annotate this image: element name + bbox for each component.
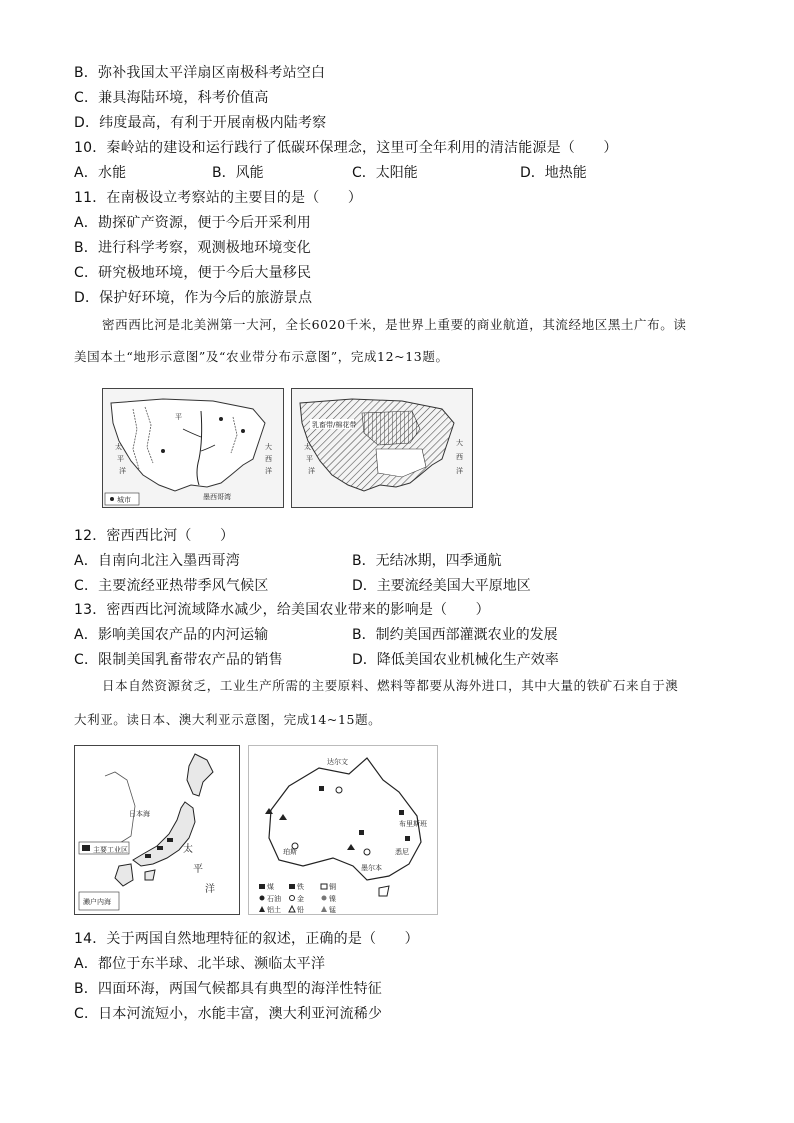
aus-label-brisbane: 布里斯班 [399,820,427,828]
passage-japan-line2: 大利亚。读日本、澳大利亚示意图，完成14~15题。 [74,712,382,727]
q11-option-b: B．进行科学考察，观测极地环境变化 [74,240,312,256]
usa-left-label-plain: 平 [175,413,182,421]
q11-option-a: A．勘探矿产资源，便于今后开采利用 [74,215,311,231]
aus-legend-2: 铁 [297,883,304,891]
aus-legend-3: 铜 [329,883,336,891]
q12-stem: 12．密西西比河（ ） [74,528,235,544]
usa-left-label-atlantic-3: 洋 [265,467,272,475]
japan-legend-industrial: 主要工业区 [93,846,128,854]
q11-option-d: D．保护好环境，作为今后的旅游景点 [74,290,313,306]
q13-option-b: B．制约美国西部灌溉农业的发展 [352,627,558,643]
usa-left-label-pacific-1: 太 [115,443,122,451]
q10-option-a: A．水能 [74,165,127,181]
aus-label-darwin: 达尔文 [327,758,348,766]
q13-option-a: A．影响美国农产品的内河运输 [74,627,269,643]
aus-legend-5: 金 [297,895,304,903]
japan-label-ping: 平 [193,864,203,875]
q10-option-c: C．太阳能 [352,165,418,181]
aus-legend-9: 锰 [329,906,336,914]
usa-right-label-atlantic-1: 大 [456,439,463,447]
japan-map [74,745,240,915]
aus-label-melbourne: 墨尔本 [361,864,382,872]
q14-option-b: B．四面环海，两国气候都具有典型的海洋性特征 [74,981,383,997]
usa-left-label-atlantic-1: 大 [265,443,272,451]
japan-label-inland-sea: 濑户内海 [83,898,111,906]
usa-right-label-atlantic-2: 西 [456,453,463,461]
aus-label-perth: 珀斯 [283,848,297,856]
q14-option-c: C．日本河流短小，水能丰富，澳大利亚河流稀少 [74,1006,383,1022]
q12-option-a: A．自南向北注入墨西哥湾 [74,553,240,569]
q10-option-b: B．风能 [212,165,264,181]
passage-mississippi-line1: 密西西比河是北美洲第一大河，全长6020千米，是世界上重要的商业航道，其流经地区黑土广布。读 [102,317,687,332]
aus-legend-6: 镍 [329,895,336,903]
aus-legend-1: 煤 [267,883,274,891]
q9-option-b: B．弥补我国太平洋扇区南极科考站空白 [74,65,326,81]
aus-legend-4: 石油 [267,895,281,903]
q13-option-d: D．降低美国农业机械化生产效率 [352,652,559,668]
aus-legend-8: 铅 [297,906,304,914]
q12-option-d: D．主要流经美国大平原地区 [352,578,531,594]
q11-option-c: C．研究极地环境，便于今后大量移民 [74,265,312,281]
australia-map [248,745,438,915]
usa-left-label-atlantic-2: 西 [265,455,272,463]
aus-legend [259,882,336,914]
q13-stem: 13．密西西比河流域降水减少，给美国农业带来的影响是（ ） [74,602,490,618]
q9-option-d: D．纬度最高，有利于开展南极内陆考察 [74,115,327,131]
japan-label-tai: 太 [183,844,193,855]
usa-agriculture-map [291,388,473,508]
passage-mississippi-line2: 美国本土“地形示意图”及“农业带分布示意图”，完成12~13题。 [74,349,449,364]
japan-label-yang: 洋 [205,884,215,895]
passage-japan-line1: 日本自然资源贫乏，工业生产所需的主要原料、燃料等都要从海外进口，其中大量的铁矿石来自于澳 [102,678,679,693]
usa-left-label-pacific-3: 洋 [119,467,126,475]
japan-label-sea: 日本海 [129,810,150,818]
usa-right-label-belt: 乳畜带/棉花带 [312,421,357,429]
q11-stem: 11．在南极设立考察站的主要目的是（ ） [74,190,363,206]
usa-right-label-atlantic-3: 洋 [456,467,463,475]
q12-option-c: C．主要流经亚热带季风气候区 [74,578,269,594]
q14-option-a: A．都位于东半球、北半球、濒临太平洋 [74,956,326,972]
q9-option-c: C．兼具海陆环境，科考价值高 [74,90,269,106]
aus-legend-7: 铝土 [267,906,281,914]
usa-terrain-map [102,388,284,508]
usa-right-label-pacific-2: 平 [306,455,313,463]
usa-left-legend-city: 城市 [117,496,131,504]
usa-left-label-gulf: 墨西哥湾 [203,493,231,501]
q13-option-c: C．限制美国乳畜带农产品的销售 [74,652,283,668]
usa-left-label-pacific-2: 平 [117,455,124,463]
usa-right-label-pacific-3: 洋 [308,467,315,475]
aus-label-sydney: 悉尼 [395,848,409,856]
usa-right-label-pacific-1: 太 [304,443,311,451]
q10-stem: 10．秦岭站的建设和运行践行了低碳环保理念，这里可全年利用的清洁能源是（ ） [74,140,618,156]
q10-option-d: D．地热能 [520,165,587,181]
q12-option-b: B．无结冰期，四季通航 [352,553,502,569]
q14-stem: 14．关于两国自然地理特征的叙述，正确的是（ ） [74,931,419,947]
